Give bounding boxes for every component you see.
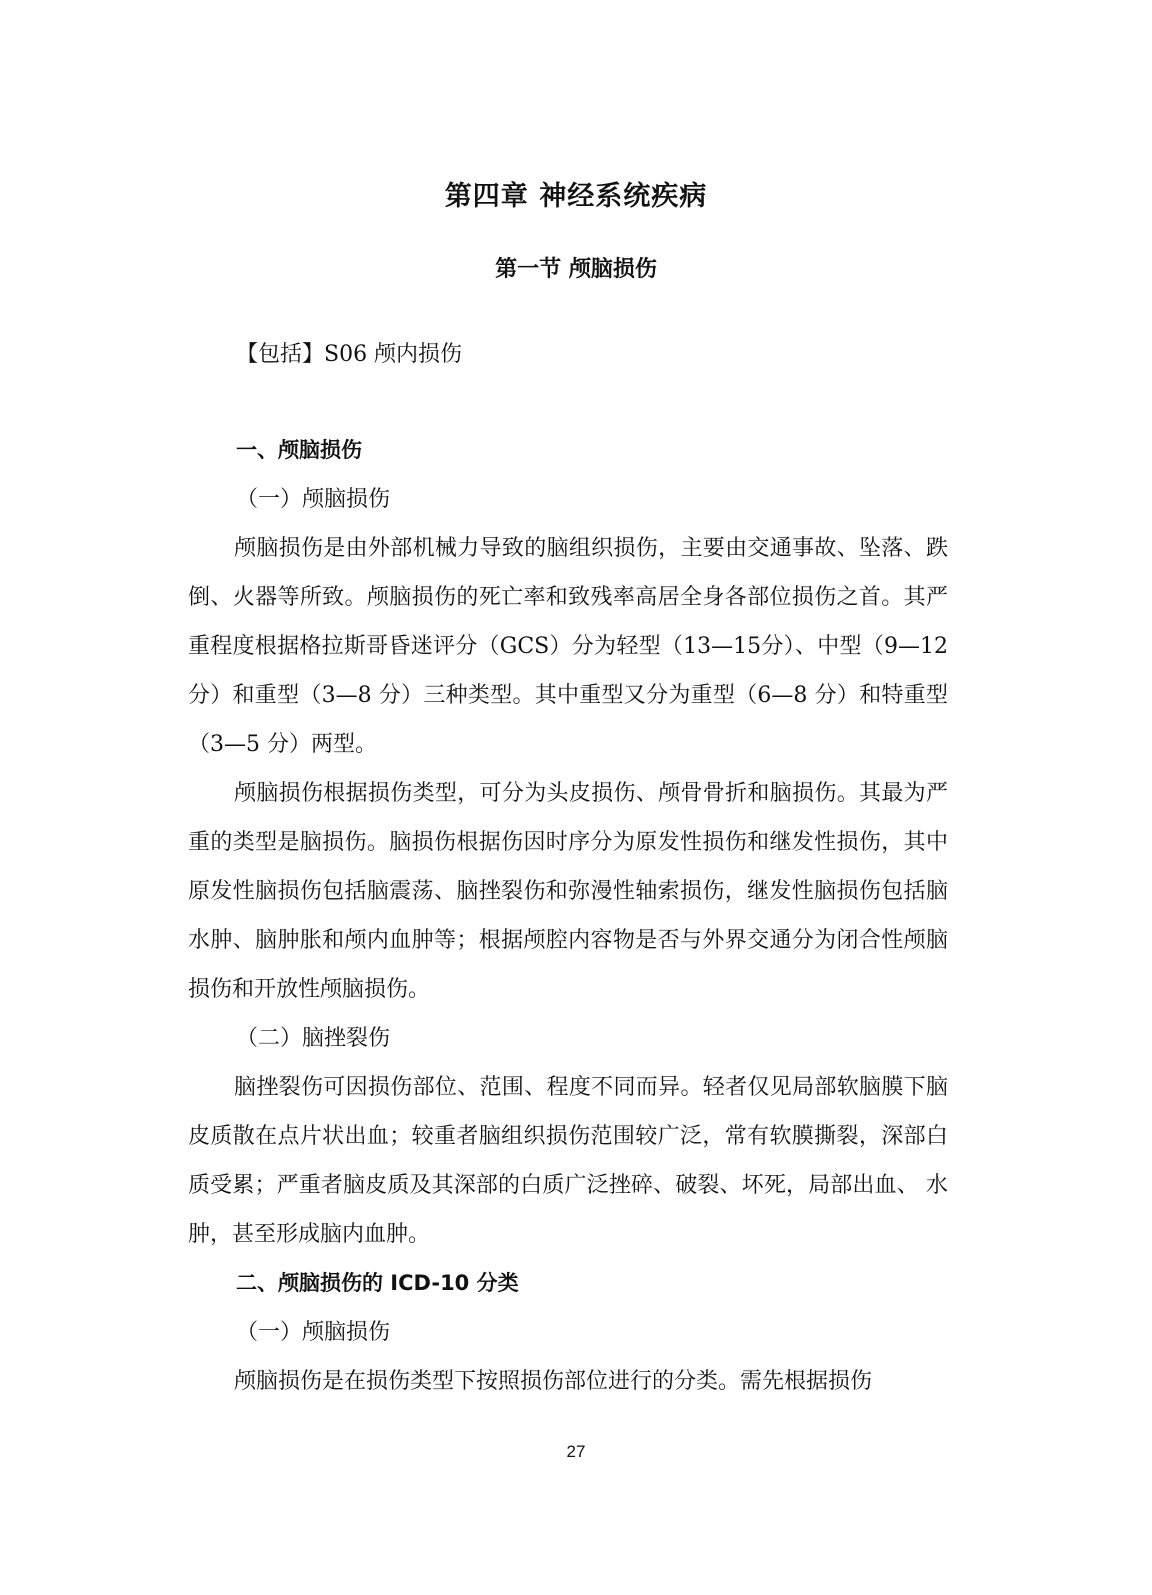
subheading-2-1: （一）颅脑损伤 — [236, 1320, 391, 1345]
page-body — [188, 330, 948, 1406]
chapter-title: 第四章 神经系统疾病 — [444, 181, 708, 212]
section-title: 第一节 颅脑损伤 — [495, 257, 657, 282]
subheading-1-2: （二）脑挫裂伤 — [236, 1026, 391, 1051]
paragraph-1: 颅脑损伤是由外部机械力导致的脑组织损伤，主要由交通事故、坠落、跌倒、火器等所致。颅脑损伤的死亡率和致残率高居全身各部位损伤之首。其严重程度根据格拉斯哥昏迷评分（GCS）分为轻型（13—15分）、中型（9—12 分）和重型（3—8 分）三种类型。其中重型又分为重型（6—8 分）和特重型（3—5 分）两型。 — [188, 536, 948, 757]
paragraph-3: 脑挫裂伤可因损伤部位、范围、程度不同而异。轻者仅见局部软脑膜下脑皮质散在点片状出血；较重者脑组织损伤范围较广泛，常有软膜撕裂，深部白质受累；严重者脑皮质及其深部的白质广泛挫碎、破裂、坏死，局部出血、 水肿，甚至形成脑内血肿。 — [188, 1075, 948, 1247]
includes-line: 【包括】S06 颅内损伤 — [236, 342, 463, 367]
heading-1: 一、颅脑损伤 — [236, 438, 362, 462]
subheading-1-1: （一）颅脑损伤 — [236, 487, 391, 512]
paragraph-4: 颅脑损伤是在损伤类型下按照损伤部位进行的分类。需先根据损伤 — [234, 1369, 873, 1394]
paragraph-2: 颅脑损伤根据损伤类型，可分为头皮损伤、颅骨骨折和脑损伤。其最为严重的类型是脑损伤。脑损伤根据伤因时序分为原发性损伤和继发性损伤，其中原发性脑损伤包括脑震荡、脑挫裂伤和弥漫性轴索损伤，继发性脑损伤包括脑水肿、脑肿胀和颅内血肿等；根据颅腔内容物是否与外界交通分为闭合性颅脑损伤和开放性颅脑损伤。 — [188, 781, 948, 1002]
page-number: 27 — [566, 1442, 586, 1461]
heading-2: 二、颅脑损伤的 ICD-10 分类 — [236, 1271, 519, 1295]
